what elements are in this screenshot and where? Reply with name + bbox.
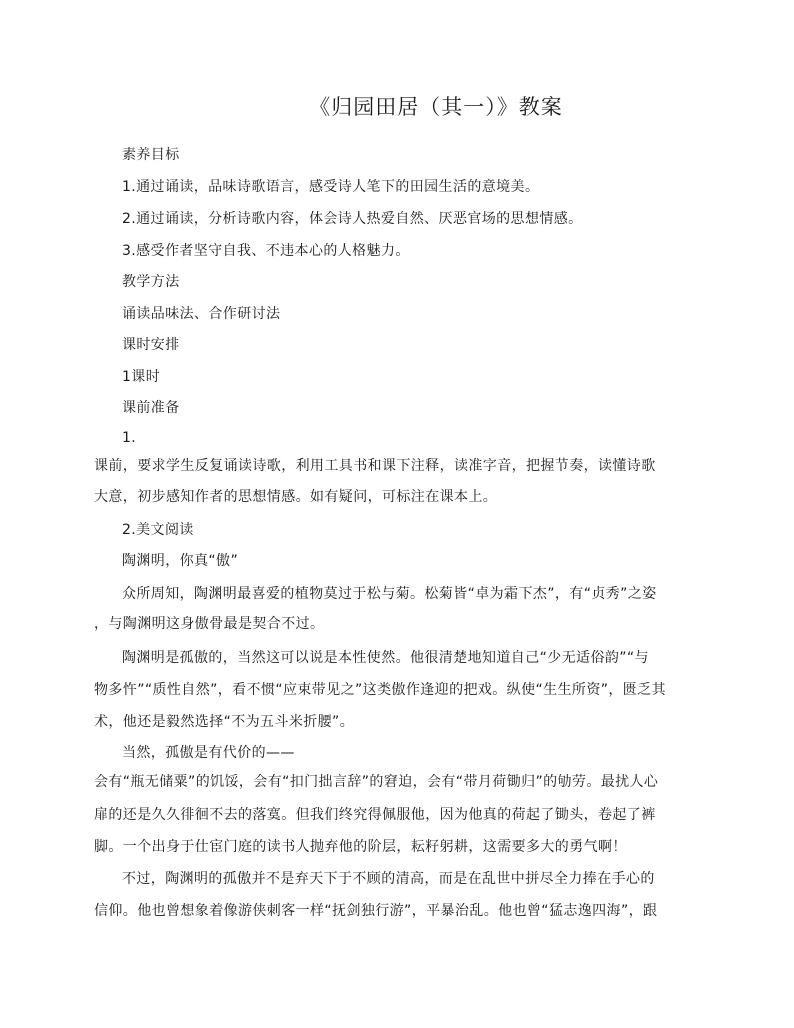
essay-p4-line-1: 不过，陶渊明的孤傲并不是弃天下于不顾的清高，而是在乱世中拼尽全力捧在手心的: [122, 871, 655, 887]
objective-3: 3.感受作者坚守自我、不违本心的人格魅力。: [122, 243, 410, 259]
essay-title: 陶渊明，你真“傲”: [122, 553, 239, 569]
essay-p2-line-2: 物多忤”“质性自然”，看不惯“应束带见之”这类傲作逢迎的把戏。纵使“生生所资”，匮乏其: [94, 682, 666, 698]
heading-objectives: 素养目标: [122, 147, 180, 163]
objective-1: 1.通过诵读，品味诗歌语言，感受诗人笔下的田园生活的意境美。: [122, 179, 540, 195]
objective-2: 2.通过诵读，分析诗歌内容，体会诗人热爱自然、厌恶官场的思想情感。: [122, 211, 583, 227]
heading-schedule: 课时安排: [122, 337, 180, 353]
essay-p2-line-3: 术，他还是毅然选择“不为五斗米折腰”。: [94, 714, 355, 730]
heading-preparation: 课前准备: [122, 400, 180, 416]
essay-p1-line-1: 众所周知，陶渊明最喜爱的植物莫过于松与菊。松菊皆“卓为霜下杰”，有“贞秀”之姿: [122, 586, 657, 602]
preparation-item-2: 2.美文阅读: [122, 522, 194, 538]
essay-p2-line-1: 陶渊明是孤傲的，当然这可以说是本性使然。他很清楚地知道自己“少无适俗韵”“与: [122, 650, 649, 666]
heading-methods: 教学方法: [122, 274, 180, 290]
essay-p3-line-2: 会有“瓶无储粟”的饥馁，会有“扣门拙言辞”的窘迫，会有“带月荷锄归”的劬劳。最扰人心: [94, 774, 659, 790]
essay-p4-line-2: 信仰。他也曾想象着像游侠刺客一样“抚剑独行游”，平暴治乱。他也曾“猛志逸四海”，跟: [94, 903, 658, 919]
document-title: 《归园田居（其一）》教案: [309, 95, 563, 119]
essay-p3-line-1: 当然，孤傲是有代价的——: [122, 745, 295, 761]
essay-p3-line-3: 扉的还是久久徘徊不去的落寞。但我们终究得佩服他，因为他真的荷起了锄头，卷起了裤: [94, 807, 656, 823]
essay-p1-line-2: ，与陶渊明这身傲骨最是契合不过。: [94, 616, 325, 632]
methods-text: 诵读品味法、合作研讨法: [122, 306, 281, 322]
preparation-item-1-line-2: 大意，初步感知作者的思想情感。如有疑问，可标注在课本上。: [94, 489, 498, 505]
essay-p3-line-4: 脚。一个出身于仕宦门庭的读书人抛弃他的阶层，耘籽躬耕，这需要多大的勇气啊！: [94, 839, 627, 855]
preparation-item-1-number: 1.: [122, 430, 137, 446]
schedule-text: 1课时: [122, 369, 161, 385]
preparation-item-1-line-1: 课前，要求学生反复诵读诗歌，利用工具书和课下注释，读准字音，把握节奏，读懂诗歌: [94, 458, 656, 474]
